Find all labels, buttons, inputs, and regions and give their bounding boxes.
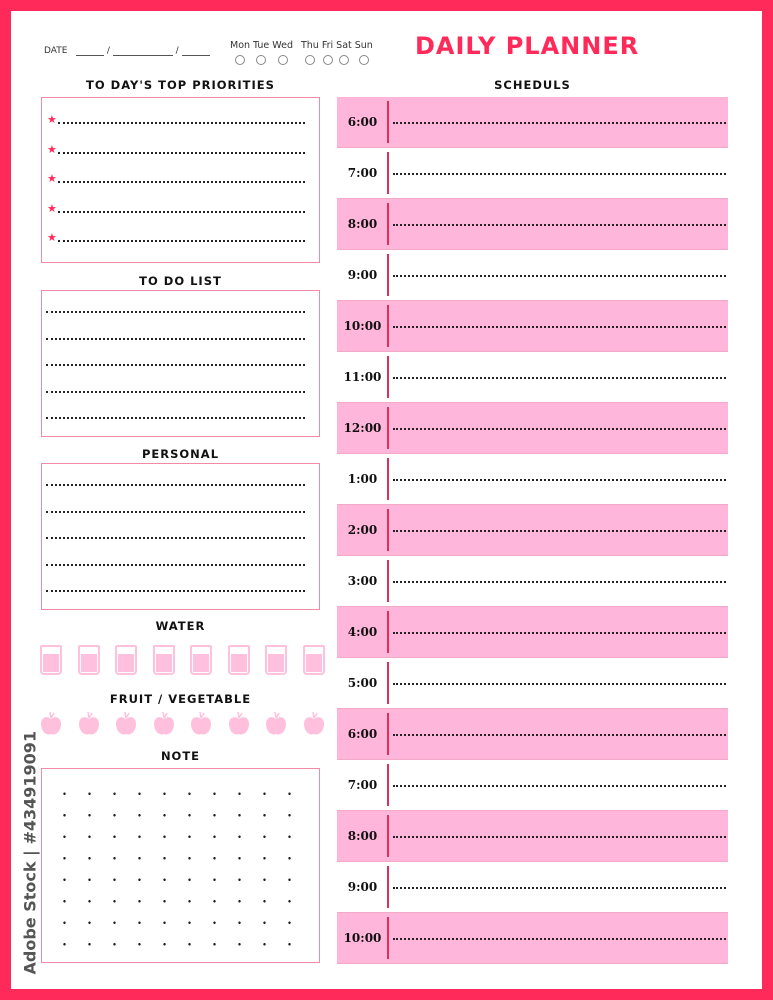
time-label: 12:00	[343, 421, 382, 435]
schedule-row[interactable]	[337, 250, 728, 301]
writing-line[interactable]	[393, 887, 726, 889]
star-icon: ★	[47, 201, 57, 215]
date-label: DATE	[44, 46, 68, 56]
apple-icon[interactable]	[303, 710, 325, 736]
weekday-mon[interactable]: Mon	[230, 40, 250, 65]
schedule-row[interactable]	[337, 913, 728, 964]
divider	[387, 101, 389, 143]
apple-icon[interactable]	[228, 710, 250, 736]
writing-line[interactable]	[58, 122, 305, 124]
schedule-row[interactable]	[337, 505, 728, 556]
time-label: 9:00	[347, 880, 378, 894]
divider	[387, 458, 389, 500]
time-label: 11:00	[343, 370, 382, 384]
apple-icon[interactable]	[78, 710, 100, 736]
schedule-row[interactable]	[337, 709, 728, 760]
writing-line[interactable]	[58, 152, 305, 154]
schedule-table	[337, 97, 728, 964]
personal-box[interactable]	[41, 463, 320, 610]
schedule-row[interactable]	[337, 352, 728, 403]
fruit-tracker	[40, 710, 325, 736]
star-icon: ★	[47, 113, 57, 126]
schedule-row[interactable]	[337, 97, 728, 148]
writing-line[interactable]	[46, 484, 305, 486]
todo-heading: TO DO LIST	[139, 274, 222, 288]
time-label: 7:00	[347, 166, 378, 180]
divider	[387, 611, 389, 653]
weekday-tue[interactable]: Tue	[253, 40, 269, 65]
writing-line[interactable]	[58, 211, 305, 213]
writing-line[interactable]	[393, 479, 726, 481]
schedule-heading: SCHEDULS	[494, 78, 571, 92]
writing-line[interactable]	[393, 683, 726, 685]
writing-line[interactable]	[58, 240, 305, 242]
weekday-sat[interactable]: Sat	[336, 40, 352, 65]
page-title: DAILY PLANNER	[415, 32, 640, 60]
apple-icon[interactable]	[190, 710, 212, 736]
writing-line[interactable]	[393, 836, 726, 838]
time-label: 10:00	[343, 931, 382, 945]
writing-line[interactable]	[393, 938, 726, 940]
schedule-row[interactable]	[337, 556, 728, 607]
note-heading: NOTE	[160, 749, 201, 763]
divider	[387, 713, 389, 755]
writing-line[interactable]	[46, 364, 305, 366]
time-label: 8:00	[347, 217, 378, 231]
dot-grid	[52, 783, 309, 954]
writing-line[interactable]	[46, 338, 305, 340]
time-label: 8:00	[347, 829, 378, 843]
personal-heading: PERSONAL	[141, 447, 220, 461]
writing-line[interactable]	[46, 391, 305, 393]
water-glass-icon[interactable]	[78, 645, 100, 675]
star-icon: ★	[47, 231, 57, 244]
weekday-thu[interactable]: Thu	[301, 40, 319, 65]
divider	[387, 662, 389, 704]
writing-line[interactable]	[393, 224, 726, 226]
writing-line[interactable]	[46, 511, 305, 513]
writing-line[interactable]	[393, 173, 726, 175]
writing-line[interactable]	[393, 530, 726, 532]
schedule-row[interactable]	[337, 148, 728, 199]
writing-line[interactable]	[46, 564, 305, 566]
date-field[interactable]: DATE / /	[44, 46, 210, 56]
divider	[387, 509, 389, 551]
schedule-row[interactable]	[337, 760, 728, 811]
divider	[387, 203, 389, 245]
writing-line[interactable]	[46, 537, 305, 539]
divider	[387, 305, 389, 347]
apple-icon[interactable]	[265, 710, 287, 736]
writing-line[interactable]	[393, 734, 726, 736]
writing-line[interactable]	[46, 590, 305, 592]
watermark: Adobe Stock | #434919091	[20, 730, 40, 975]
writing-line[interactable]	[393, 785, 726, 787]
divider	[387, 407, 389, 449]
time-label: 6:00	[347, 115, 378, 129]
writing-line[interactable]	[393, 581, 726, 583]
apple-icon[interactable]	[115, 710, 137, 736]
schedule-row[interactable]	[337, 658, 728, 709]
apple-icon[interactable]	[153, 710, 175, 736]
divider	[387, 815, 389, 857]
time-label: 5:00	[347, 676, 378, 690]
divider	[387, 356, 389, 398]
time-label: 10:00	[343, 319, 382, 333]
divider	[387, 254, 389, 296]
apple-icon[interactable]	[40, 710, 62, 736]
water-glass-icon[interactable]	[115, 645, 137, 675]
schedule-row[interactable]	[337, 811, 728, 862]
writing-line[interactable]	[393, 275, 726, 277]
divider	[387, 917, 389, 959]
note-box[interactable]	[41, 768, 320, 963]
star-icon: ★	[47, 142, 57, 156]
writing-line[interactable]	[393, 377, 726, 379]
weekday-fri[interactable]: Fri	[322, 40, 333, 65]
writing-line[interactable]	[58, 181, 305, 183]
schedule-row[interactable]	[337, 403, 728, 454]
schedule-row[interactable]	[337, 607, 728, 658]
water-glass-icon[interactable]	[303, 645, 325, 675]
time-label: 9:00	[347, 268, 378, 282]
water-glass-icon[interactable]	[40, 645, 62, 675]
fruit-heading: FRUIT / VEGETABLE	[109, 692, 252, 706]
water-glass-icon[interactable]	[153, 645, 175, 675]
priorities-box[interactable]	[41, 97, 320, 263]
schedule-row[interactable]	[337, 301, 728, 352]
water-glass-icon[interactable]	[190, 645, 212, 675]
writing-line[interactable]	[393, 122, 726, 124]
writing-line[interactable]	[46, 417, 305, 419]
divider	[387, 560, 389, 602]
priorities-heading: TO DAY'S TOP PRIORITIES	[86, 78, 275, 92]
water-glass-icon[interactable]	[265, 645, 287, 675]
time-label: 6:00	[347, 727, 378, 741]
time-label: 3:00	[347, 574, 378, 588]
weekday-wed[interactable]: Wed	[272, 40, 293, 65]
schedule-row[interactable]	[337, 454, 728, 505]
water-glass-icon[interactable]	[228, 645, 250, 675]
schedule-row[interactable]	[337, 862, 728, 913]
writing-line[interactable]	[393, 428, 726, 430]
time-label: 1:00	[347, 472, 378, 486]
divider	[387, 866, 389, 908]
writing-line[interactable]	[393, 326, 726, 328]
divider	[387, 764, 389, 806]
writing-line[interactable]	[393, 632, 726, 634]
water-tracker	[40, 645, 325, 675]
time-label: 2:00	[347, 523, 378, 537]
weekday-sun[interactable]: Sun	[355, 40, 373, 65]
time-label: 7:00	[347, 778, 378, 792]
schedule-row[interactable]	[337, 199, 728, 250]
weekday-selector	[230, 40, 373, 65]
todo-box[interactable]	[41, 290, 320, 437]
star-icon: ★	[47, 172, 57, 185]
water-heading: WATER	[155, 619, 206, 633]
time-label: 4:00	[347, 625, 378, 639]
writing-line[interactable]	[46, 311, 305, 313]
divider	[387, 152, 389, 194]
